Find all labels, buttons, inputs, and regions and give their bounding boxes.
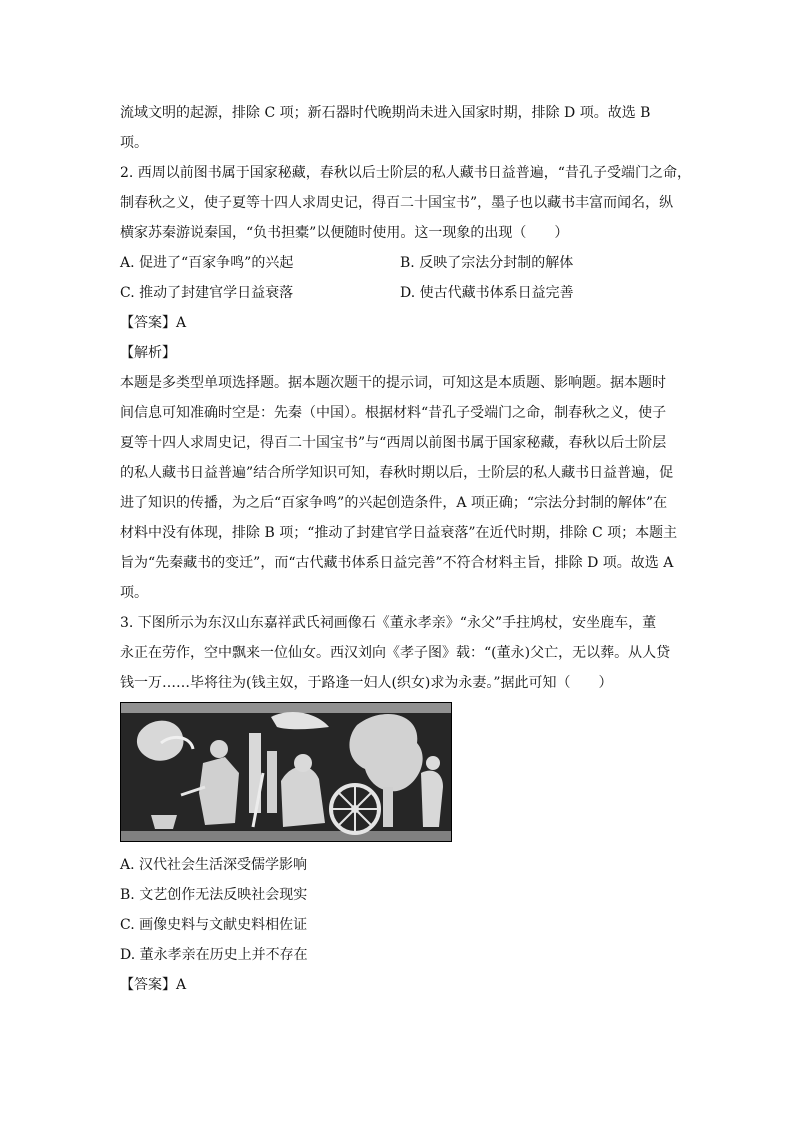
q3-option-c: C. 画像史料与文献史料相佐证 xyxy=(120,917,308,933)
q2-options-row-1 xyxy=(120,248,680,278)
q2-analysis-line-1: 本题是多类型单项选择题。据本题次题干的提示词，可知这是本质题、影响题。据本题时 xyxy=(120,375,666,391)
stone-relief-illustration xyxy=(121,703,451,841)
q2-option-a: A. 促进了“百家争鸣”的兴起 xyxy=(120,255,294,271)
q3-stem-line-1: 3. 下图所示为东汉山东嘉祥武氏祠画像石《董永孝亲》“永父”手拄鸠杖，安坐鹿车，董 xyxy=(120,615,657,631)
q2-option-b: B. 反映了宗法分封制的解体 xyxy=(400,255,574,271)
q2-analysis-line-5: 进了知识的传播，为之后“百家争鸣”的兴起创造条件，A 项正确；“宗法分封制的解体”在 xyxy=(120,495,668,511)
q2-analysis-label: 【解析】 xyxy=(120,345,176,361)
question-2 xyxy=(120,158,691,608)
q2-stem-line-2: 制春秋之义，使子夏等十四人求周史记，得百二十国宝书”，墨子也以藏书丰富而闻名，纵 xyxy=(120,195,674,211)
stone-relief-image xyxy=(120,702,452,842)
question-3 xyxy=(120,608,680,1000)
continuation-line-1: 流域文明的起源，排除 C 项；新石器时代晚期尚未进入国家时期，排除 D 项。故选 B xyxy=(120,105,651,121)
q3-answer: 【答案】A xyxy=(120,977,187,993)
q2-analysis-line-2: 间信息可知准确时空是：先秦（中国）。根据材料“昔孔子受端门之命，制春秋之义，使子 xyxy=(120,405,667,421)
q3-option-d: D. 董永孝亲在历史上并不存在 xyxy=(120,947,308,963)
q2-stem-line-1: 2. 西周以前图书属于国家秘藏，春秋以后士阶层的私人藏书日益普遍，“昔孔子受端门之命， xyxy=(120,165,691,181)
q2-analysis-line-3: 夏等十四人求周史记，得百二十国宝书”与“西周以前图书属于国家秘藏，春秋以后士阶层 xyxy=(120,435,667,451)
q2-analysis-line-4: 的私人藏书日益普遍”结合所学知识可知，春秋时期以后，士阶层的私人藏书日益普遍，促 xyxy=(120,465,674,481)
q2-analysis-line-8: 项。 xyxy=(120,585,148,601)
q2-analysis-line-7: 旨为“先秦藏书的变迁”，而“古代藏书体系日益完善”不符合材料主旨，排除 D 项。故选 A xyxy=(120,555,674,571)
q2-options-row-2 xyxy=(120,278,680,308)
q2-answer: 【答案】A xyxy=(120,315,187,331)
q2-option-c: C. 推动了封建官学日益衰落 xyxy=(120,285,294,301)
q3-stem-line-2: 永正在劳作，空中飘来一位仙女。西汉刘向《孝子图》载：“(董永)父亡，无以葬。从人贷 xyxy=(120,645,671,661)
document-content xyxy=(120,98,691,1000)
q2-stem-line-3: 横家苏秦游说秦国，“负书担橐”以便随时使用。这一现象的出现（ ） xyxy=(120,225,569,241)
q3-option-b: B. 文艺创作无法反映社会现实 xyxy=(120,887,308,903)
q3-option-a: A. 汉代社会生活深受儒学影响 xyxy=(120,857,308,873)
q3-stem-line-3: 钱一万……毕将往为(钱主奴，于路逢一妇人(织女)求为永妻。”据此可知（ ） xyxy=(120,675,613,691)
continuation-line-2: 项。 xyxy=(120,135,148,151)
q2-analysis-line-6: 材料中没有体现，排除 B 项；“推动了封建官学日益衰落”在近代时期，排除 C 项；本题主 xyxy=(120,525,678,541)
q2-option-d: D. 使古代藏书体系日益完善 xyxy=(400,285,574,301)
